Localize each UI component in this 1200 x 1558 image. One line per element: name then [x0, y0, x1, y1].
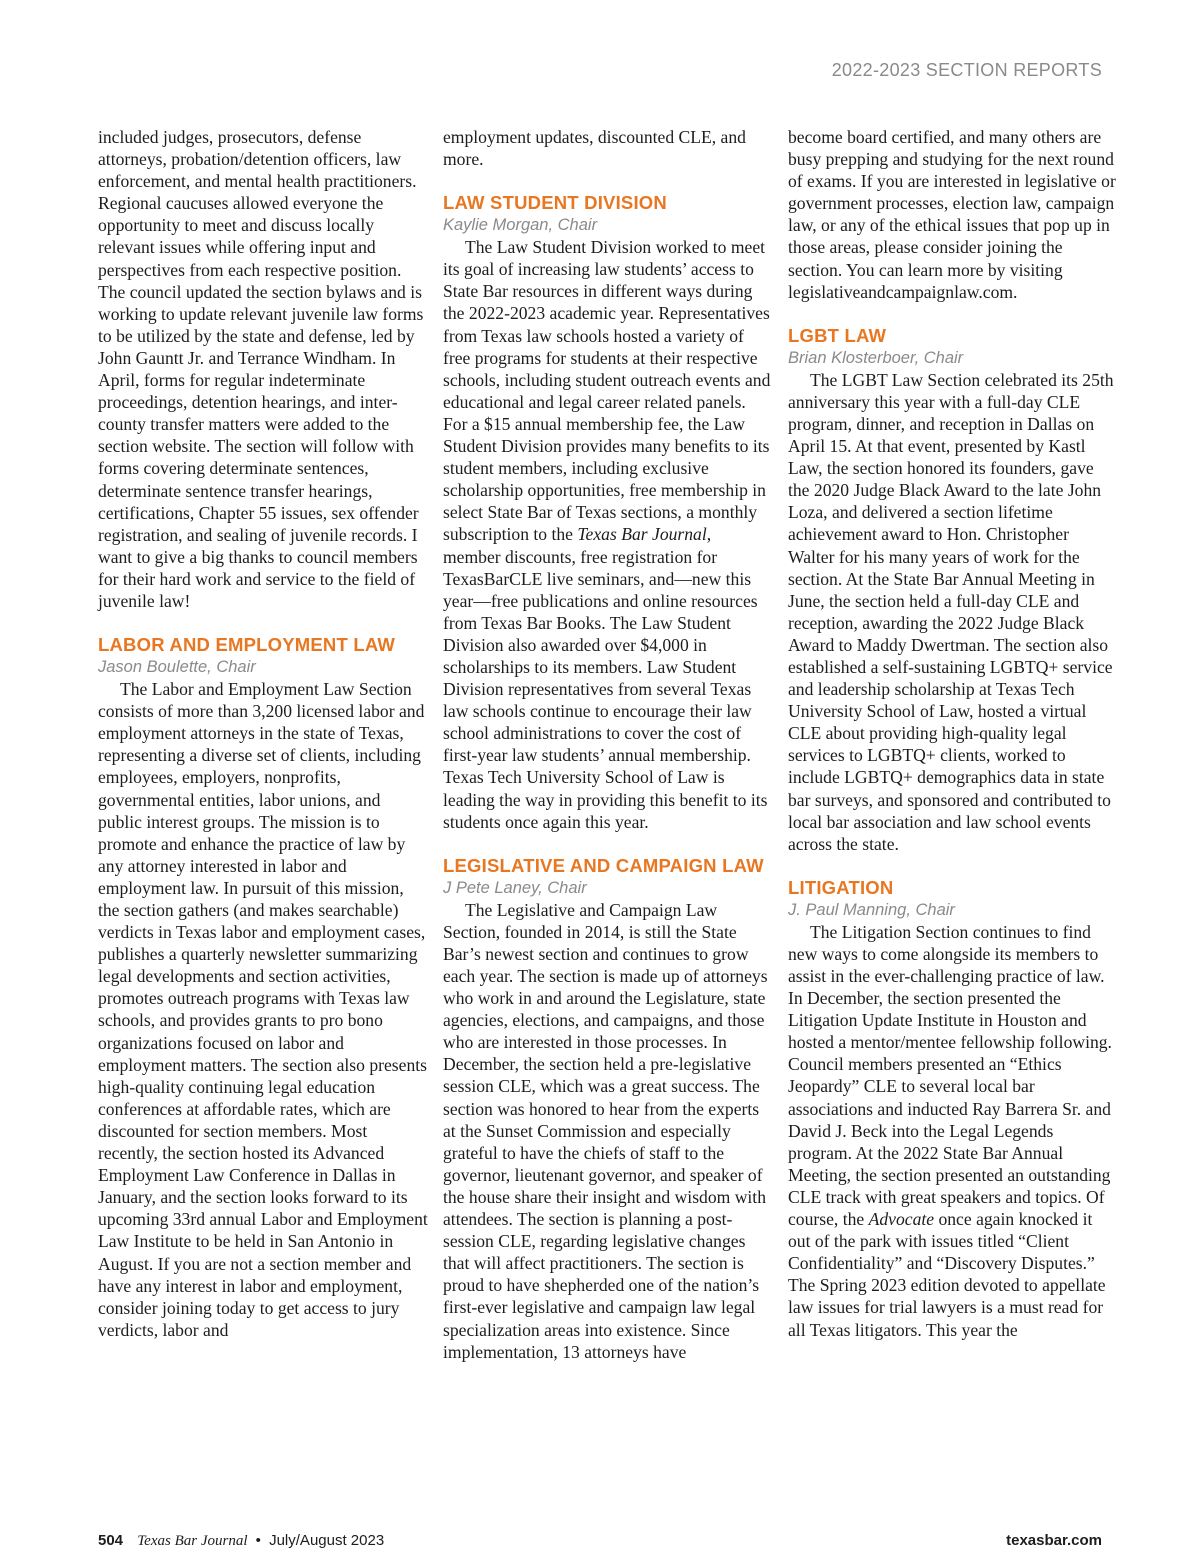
publication-title: Advocate: [868, 1209, 935, 1230]
issue-date: July/August 2023: [269, 1532, 385, 1549]
column-3: [788, 126, 1118, 1341]
section-heading: LITIGATION: [788, 876, 894, 898]
section-heading: LGBT LAW: [788, 324, 887, 346]
body-paragraph: become board certified, and many others are busy prepping and studying for the next round of exams. If you are interested in legislative or government processes, election law, campaign law, or any of the ethical issues that pop up in those areas, please consider joining the section. You can learn more by visiting legislativeandcampaignlaw.com.: [788, 127, 1116, 302]
page-footer: [98, 1532, 1102, 1550]
body-paragraph: employment updates, discounted CLE, and more.: [443, 127, 746, 170]
section-heading: LEGISLATIVE AND CAMPAIGN LAW: [443, 854, 764, 876]
section-chair: Brian Klosterboer, Chair: [788, 348, 964, 367]
section-heading: LABOR AND EMPLOYMENT LAW: [98, 634, 396, 656]
body-paragraph: The Litigation Section continues to find new ways to come alongside its members to assist in the ever-challenging practice of law. In December, the section presented the Litigation Update Institute in Houston and hosted a mentor/mentee fellowship following. Council members presented an “Ethics Jeopardy” CLE to several local bar associations and inducted Ray Barrera Sr. and David J. Beck into the Legal Legends program. At the 2022 State Bar Annual Meeting, the section presented an outstanding CLE track with great speakers and topics. Of course, the Advocate once again knocked it out of the park with issues titled “Client Confidentiality” and “Discovery Disputes.” The Spring 2023 edition devoted to appellate law issues for trial lawyers is a must read for all Texas litigators. This year the: [788, 921, 1112, 1340]
column-1: [98, 126, 428, 1341]
section-chair: J. Paul Manning, Chair: [788, 900, 955, 919]
body-paragraph: The Law Student Division worked to meet its goal of increasing law students’ access to State Bar resources in different ways during the 2022-2023 academic year. Representatives from Texas law schools hosted a variety of free programs for students at their respective schools, including student outreach events and educational and legal career related panels. For a $15 annual membership fee, the Law Student Division provides many benefits to its student members, including exclusive scholarship opportunities, free membership in select State Bar of Texas sections, a monthly subscription to the Texas Bar Journal, member discounts, free registration for TexasBarCLE live seminars, and—new this year—free publications and online resources from Texas Bar Books. The Law Student Division also awarded over $4,000 in scholarships to its members. Law Student Division representatives from several Texas law schools continue to encourage their law school administrations to cover the cost of first-year law students’ annual membership. Texas Tech University School of Law is leading the way in providing this benefit to its students once again this year.: [443, 237, 771, 832]
publication-title: Texas Bar Journal: [577, 524, 707, 545]
page-number: 504: [98, 1532, 124, 1549]
section-chair: J Pete Laney, Chair: [443, 878, 587, 897]
body-paragraph: The Labor and Employment Law Section consists of more than 3,200 licensed labor and employment attorneys in the state of Texas, representing a diverse set of clients, including employees, employers, nonprofits, governmental entities, labor unions, and public interest groups. The mission is to promote and enhance the practice of law by any attorney interested in labor and employment law. In pursuit of this mission, the section gathers (and makes searchable) verdicts in Texas labor and employment cases, publishes a quarterly newsletter summarizing legal developments and section activities, promotes outreach programs with Texas law schools, and provides grants to pro bono organizations focused on labor and employment matters. The section also presents high-quality continuing legal education conferences at affordable rates, which are discounted for section members. Most recently, the section hosted its Advanced Employment Law Conference in Dallas in January, and the section looks forward to its upcoming 33rd annual Labor and Employment Law Institute to be held in San Antonio in August. If you are not a section member and have any interest in labor and employment, consider joining today to get access to jury verdicts, labor and: [98, 679, 428, 1340]
body-paragraph: The Legislative and Campaign Law Section, founded in 2014, is still the State Bar’s newest section and continues to grow each year. The section is made up of attorneys who work in and around the Legislature, state agencies, elections, and campaigns, and those who are interested in those processes. In December, the section held a pre-legislative session CLE, which was a great success. The section was honored to hear from the experts at the Sunset Commission and especially grateful to have the chiefs of staff to the governor, lieutenant governor, and speaker of the house share their insight and wisdom with attendees. The section is planning a post-session CLE, regarding legislative changes that will affect practitioners. The section is proud to have shepherded one of the nation’s first-ever legislative and campaign law legal specialization areas into existence. Since implementation, 13 attorneys have: [443, 899, 768, 1362]
section-chair: Kaylie Morgan, Chair: [443, 216, 598, 235]
running-head: 2022-2023 SECTION REPORTS: [831, 60, 1102, 80]
section-heading: LAW STUDENT DIVISION: [443, 192, 667, 214]
column-2: [443, 126, 773, 1363]
footer-bullet: •: [255, 1532, 261, 1549]
body-paragraph: The LGBT Law Section celebrated its 25th anniversary this year with a full-day CLE program, dinner, and reception in Dallas on April 15. At that event, presented by Kastl Law, the section honored its founders, gave the 2020 Judge Black Award to the late John Loza, and delivered a section lifetime achievement award to Hon. Christopher Walter for his many years of work for the section. At the State Bar Annual Meeting in June, the section held a full-day CLE and reception, awarding the 2022 Judge Black Award to Maddy Dwertman. The section also established a self-sustaining LGBTQ+ service and leadership scholarship at Texas Tech University School of Law, hosted a virtual CLE about providing high-quality legal services to LGBTQ+ clients, worked to include LGBTQ+ demographics data in state bar surveys, and sponsored and contributed to local bar association and law school events across the state.: [788, 369, 1114, 854]
website-link[interactable]: texasbar.com: [1006, 1532, 1102, 1549]
section-chair: Jason Boulette, Chair: [98, 658, 256, 677]
journal-title: Texas Bar Journal: [137, 1533, 248, 1549]
body-paragraph: included judges, prosecutors, defense attorneys, probation/detention officers, law enforcement, and mental health practitioners. Regional caucuses allowed everyone the opportunity to meet and discuss locally relevant issues while offering input and perspectives from each respective position. The council updated the section bylaws and is working to update relevant juvenile law forms to be utilized by the state and defense, led by John Gauntt Jr. and Terrance Windham. In April, forms for regular indeterminate proceedings, detention hearings, and inter-county transfer matters were added to the section website. The section will follow with forms covering determinate sentences, determinate sentence transfer hearings, certifications, Chapter 55 issues, sex offender registration, and sealing of juvenile records. I want to give a big thanks to council members for their hard work and service to the field of juvenile law!: [98, 127, 424, 611]
